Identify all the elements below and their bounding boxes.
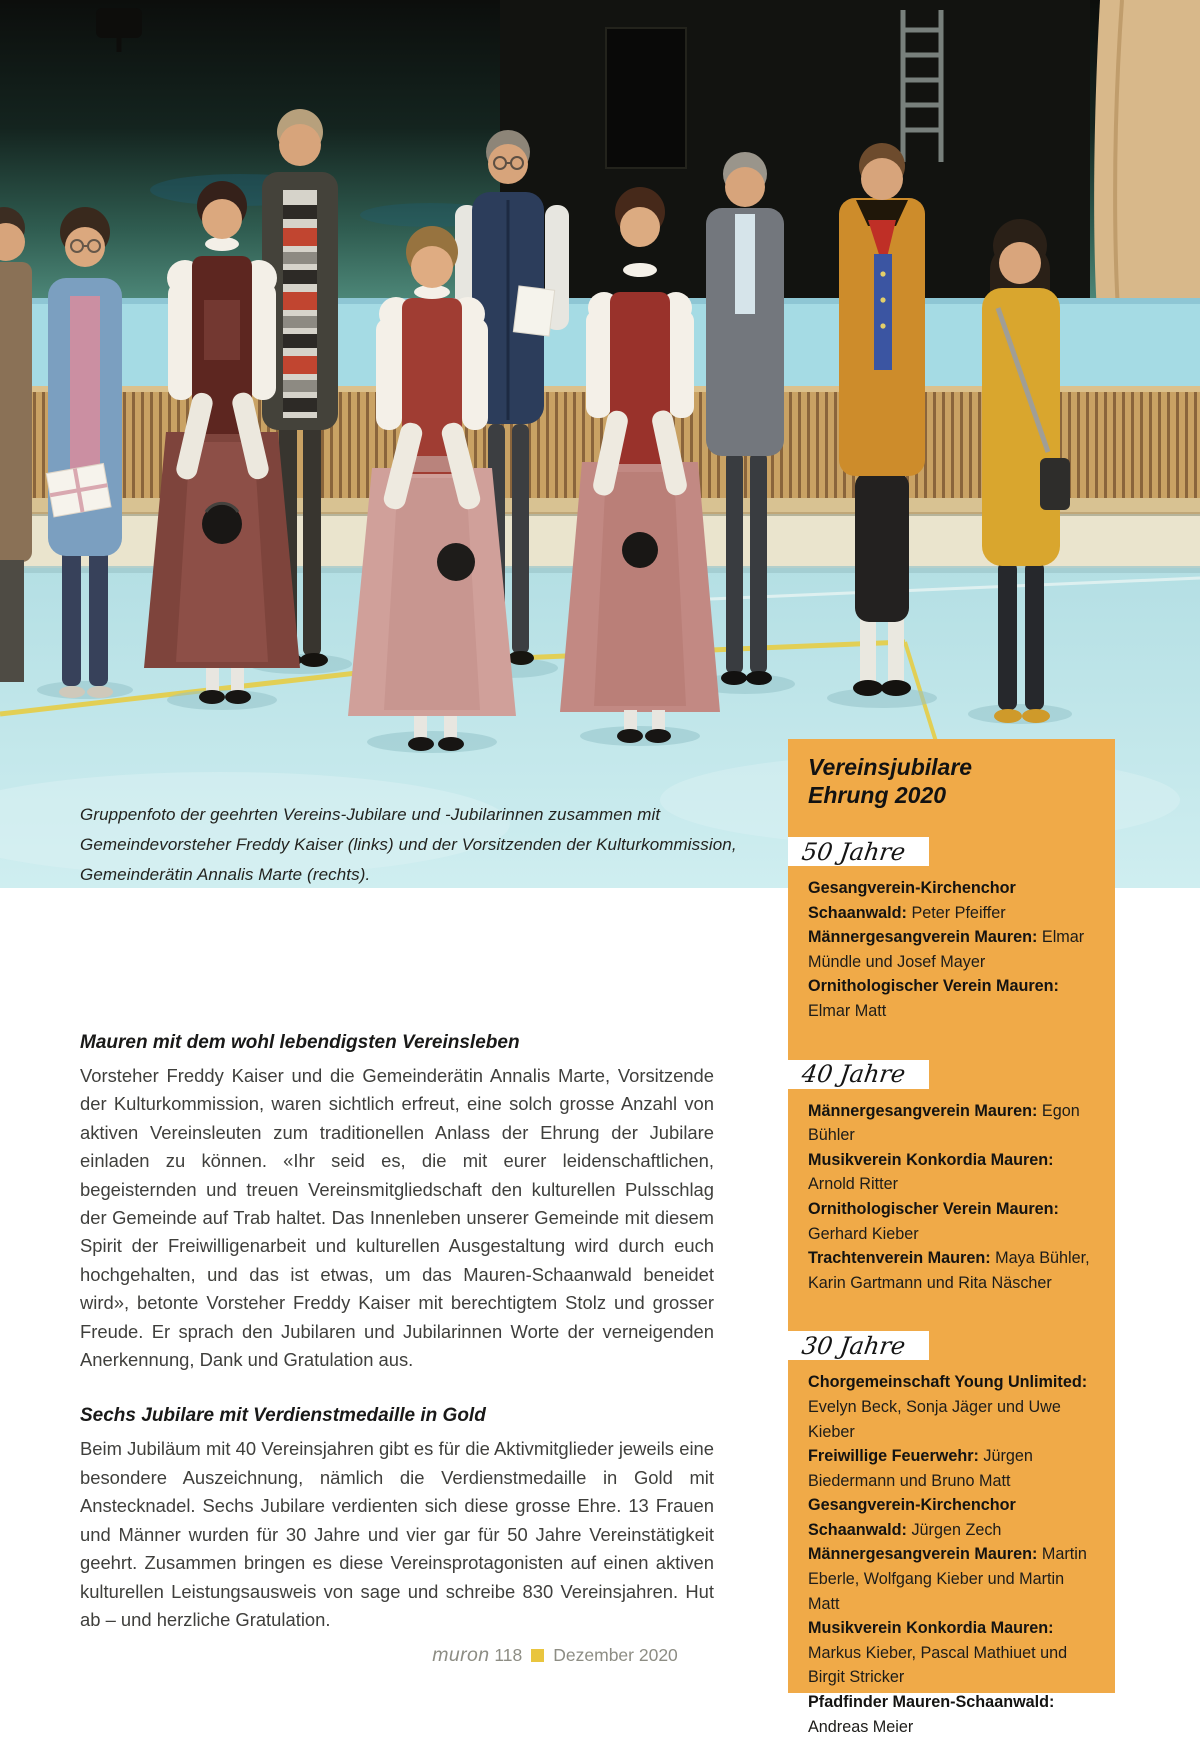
jubilar-entry: Männergesangverein Mauren: Elmar Mündle und Josef Mayer bbox=[808, 928, 1085, 971]
entries-50-jahre bbox=[808, 876, 1099, 1024]
band-40-jahre bbox=[788, 1060, 929, 1089]
issue-date: Dezember 2020 bbox=[553, 1645, 678, 1665]
article-heading-1: Mauren mit dem wohl lebendigsten Vereinsleben bbox=[80, 1032, 520, 1053]
jubilar-entry: Musikverein Konkordia Mauren: Arnold Ritter bbox=[808, 1150, 1054, 1194]
sidebar-title bbox=[808, 753, 1095, 809]
jubilar-entry: Gesangverein-Kirchenchor Schaanwald: Jürgen Zech bbox=[808, 1496, 1016, 1539]
gift-envelope bbox=[46, 464, 111, 517]
band-50-jahre bbox=[788, 837, 929, 866]
magazine-name: muron bbox=[432, 1644, 490, 1666]
separator-square-icon bbox=[531, 1649, 544, 1662]
page-footer bbox=[80, 1644, 1030, 1666]
jubilar-entry: Musikverein Konkordia Mauren: Markus Kieber, Pascal Mathiuet und Birgit Stricker bbox=[808, 1619, 1068, 1687]
photo-caption bbox=[80, 800, 750, 890]
jubilar-entry: Freiwillige Feuerwehr: Jürgen Biedermann und Bruno Matt bbox=[808, 1447, 1033, 1490]
sidebar-title-line2: Ehrung 2020 bbox=[808, 782, 947, 808]
jubilar-entry: Ornithologischer Verein Mauren: Elmar Matt bbox=[808, 977, 1059, 1020]
jubilar-entry: Trachtenverein Mauren: Maya Bühler, Karin Gartmann und Rita Näscher bbox=[808, 1249, 1090, 1292]
page-number: 118 bbox=[494, 1645, 523, 1665]
jubilar-entry: Gesangverein-Kirchenchor Schaanwald: Peter Pfeiffer bbox=[808, 879, 1016, 922]
jubilar-entry: Männergesangverein Mauren: Egon Bühler bbox=[808, 1101, 1080, 1145]
sidebar-title-line1: Vereinsjubilare bbox=[808, 754, 973, 780]
entries-40-jahre bbox=[808, 1099, 1099, 1296]
jubilar-entry: Ornithologischer Verein Mauren: Gerhard Kieber bbox=[808, 1199, 1059, 1243]
article-paragraph-1: Vorsteher Freddy Kaiser und die Gemeinderätin Annalis Marte, Vorsitzende der Kulturkommission, waren sichtlich erfreut, eine solch grosse Anzahl von aktiven Vereinsleuten zum traditionellen Anlass der Ehrung der Jubilare einladen zu können. «Ihr seid es, die mit eurer leidenschaftlichen, begeisternden und treuen Vereinsmitgliedschaft den kulturellen Pulsschlag der Gemeinde auf Trab haltet. Das Innenleben unserer Gemeinde mit diesem Spirit der Freiwilligenarbeit und kulturellen Ausgestaltung wird durch euch hochgehalten, und das ist etwas, um das Mauren-Schaanwald beneidet wird», betonte Vorsteher Freddy Kaiser mit berechtigtem Stolz und grosser Freude. Er sprach den Jubilaren und Jubilarinnen Worte der verneigenden Anerkennung, Dank und Gratulation aus. bbox=[80, 1065, 714, 1371]
jubilar-entry: Chorgemeinschaft Young Unlimited: Evelyn Beck, Sonja Jäger und Uwe Kieber bbox=[808, 1373, 1088, 1441]
band-30-jahre bbox=[788, 1331, 929, 1360]
band-50-label: 50 Jahre bbox=[800, 837, 908, 866]
jubilare-sidebar bbox=[788, 739, 1115, 1736]
caption-line: Gruppenfoto der geehrten Vereins-Jubilare und -Jubilarinnen zusammen mit bbox=[80, 805, 661, 824]
band-30-label: 30 Jahre bbox=[800, 1331, 908, 1360]
caption-line: Gemeinderätin Annalis Marte (rechts). bbox=[80, 865, 371, 884]
article-heading-2: Sechs Jubilare mit Verdienstmedaille in Gold bbox=[80, 1405, 486, 1427]
article-column bbox=[80, 1030, 714, 1634]
entries-30-jahre bbox=[808, 1370, 1099, 1739]
jubilar-entry: Männergesangverein Mauren: Martin Eberle, Wolfgang Kieber und Martin Matt bbox=[808, 1545, 1087, 1613]
band-40-label: 40 Jahre bbox=[800, 1060, 908, 1089]
article-paragraph-2: Beim Jubiläum mit 40 Vereinsjahren gibt es für die Aktivmitglieder jeweils eine besondere Auszeichnung, nämlich die Verdienstmedaille in Gold mit Anstecknadel. Sechs Jubilare verdienten sich diese grosse Ehre. 13 Frauen und Männer wurden für 30 Jahre und vier gar für 50 Jahre Vereinstätigkeit geehrt. Zusammen bringen es diese Vereinsprotagonisten auf einen aktiven kulturellen Leistungsausweis von sage und schreibe 830 Vereinsjahren. Hut ab – und herzliche Gratulation. bbox=[80, 1438, 714, 1630]
stage-speaker bbox=[606, 28, 686, 168]
jubilar-entry: Pfadfinder Mauren-Schaanwald: Andreas Meier bbox=[808, 1693, 1055, 1736]
caption-line: Gemeindevorsteher Freddy Kaiser (links) und der Vorsitzenden der Kulturkommission, bbox=[80, 835, 737, 854]
